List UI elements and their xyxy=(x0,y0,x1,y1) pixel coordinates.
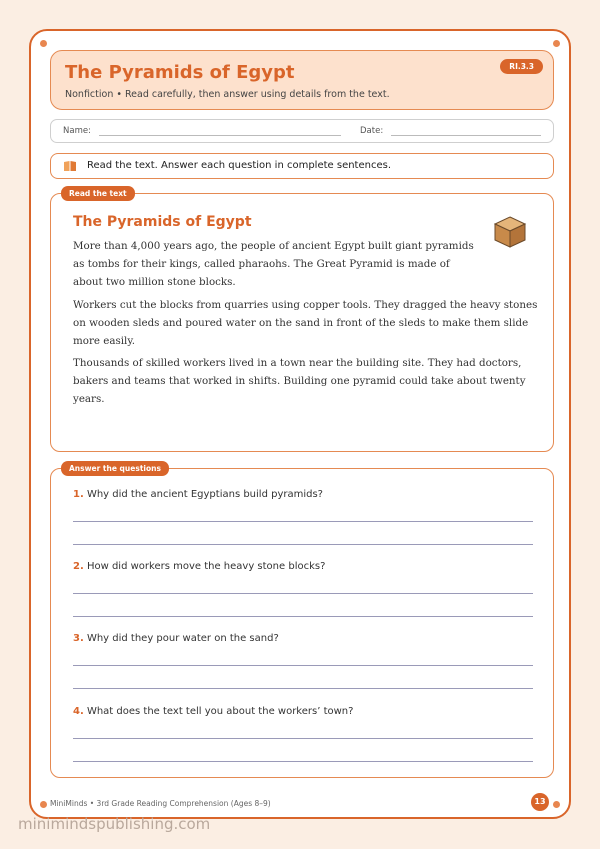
corner-dot xyxy=(553,40,560,47)
name-label: Name: xyxy=(63,126,91,136)
worksheet-page xyxy=(29,29,571,819)
header-banner xyxy=(50,50,554,110)
question-2: 2. How did workers move the heavy stone blocks? xyxy=(73,561,326,572)
reading-tab: Read the text xyxy=(61,186,135,201)
corner-dot xyxy=(40,801,47,808)
answer-line[interactable] xyxy=(73,593,533,594)
passage-paragraph: More than 4,000 years ago, the people of ancient Egypt built giant pyramids as tombs for their kings, called pharaohs. The Great Pyramid is made of about two million stone blocks. xyxy=(73,240,474,288)
answer-line[interactable] xyxy=(73,761,533,762)
page-title: The Pyramids of Egypt xyxy=(65,62,295,83)
instruction-box xyxy=(50,153,554,179)
instruction-text: Read the text. Answer each question in complete sentences. xyxy=(87,160,392,171)
answer-line[interactable] xyxy=(73,544,533,545)
question-4: 4. What does the text tell you about the workers’ town? xyxy=(73,706,354,717)
question-1: 1. Why did the ancient Egyptians build pyramids? xyxy=(73,489,323,500)
reading-panel xyxy=(50,189,554,452)
page-number: 13 xyxy=(531,793,549,811)
name-field[interactable] xyxy=(99,135,341,136)
stone-block-icon xyxy=(492,214,528,250)
answer-line[interactable] xyxy=(73,665,533,666)
passage-title: The Pyramids of Egypt xyxy=(73,214,252,230)
corner-dot xyxy=(553,801,560,808)
footer-text: MiniMinds • 3rd Grade Reading Comprehension (Ages 8–9) xyxy=(50,799,271,808)
book-icon xyxy=(63,160,77,172)
questions-tab: Answer the questions xyxy=(61,461,169,476)
standard-badge: RI.3.3 xyxy=(500,59,543,74)
question-3: 3. Why did they pour water on the sand? xyxy=(73,633,279,644)
answer-line[interactable] xyxy=(73,616,533,617)
answer-line[interactable] xyxy=(73,738,533,739)
passage-paragraph: Thousands of skilled workers lived in a town near the building site. They had doctors, bakers and teams that worked in shifts. Building one pyramid could take about twenty years. xyxy=(73,357,526,405)
date-label: Date: xyxy=(360,126,384,136)
watermark: minimindspublishing.com xyxy=(18,815,211,833)
passage-paragraph: Workers cut the blocks from quarries using copper tools. They dragged the heavy stones on wooden sleds and poured water on the sand in front of the sleds to make them slide more easily. xyxy=(73,299,538,347)
answer-line[interactable] xyxy=(73,521,533,522)
answer-line[interactable] xyxy=(73,688,533,689)
corner-dot xyxy=(40,40,47,47)
date-field[interactable] xyxy=(391,135,541,136)
page-subtitle: Nonfiction • Read carefully, then answer using details from the text. xyxy=(65,89,390,100)
name-date-bar xyxy=(50,119,554,143)
questions-panel xyxy=(50,464,554,778)
